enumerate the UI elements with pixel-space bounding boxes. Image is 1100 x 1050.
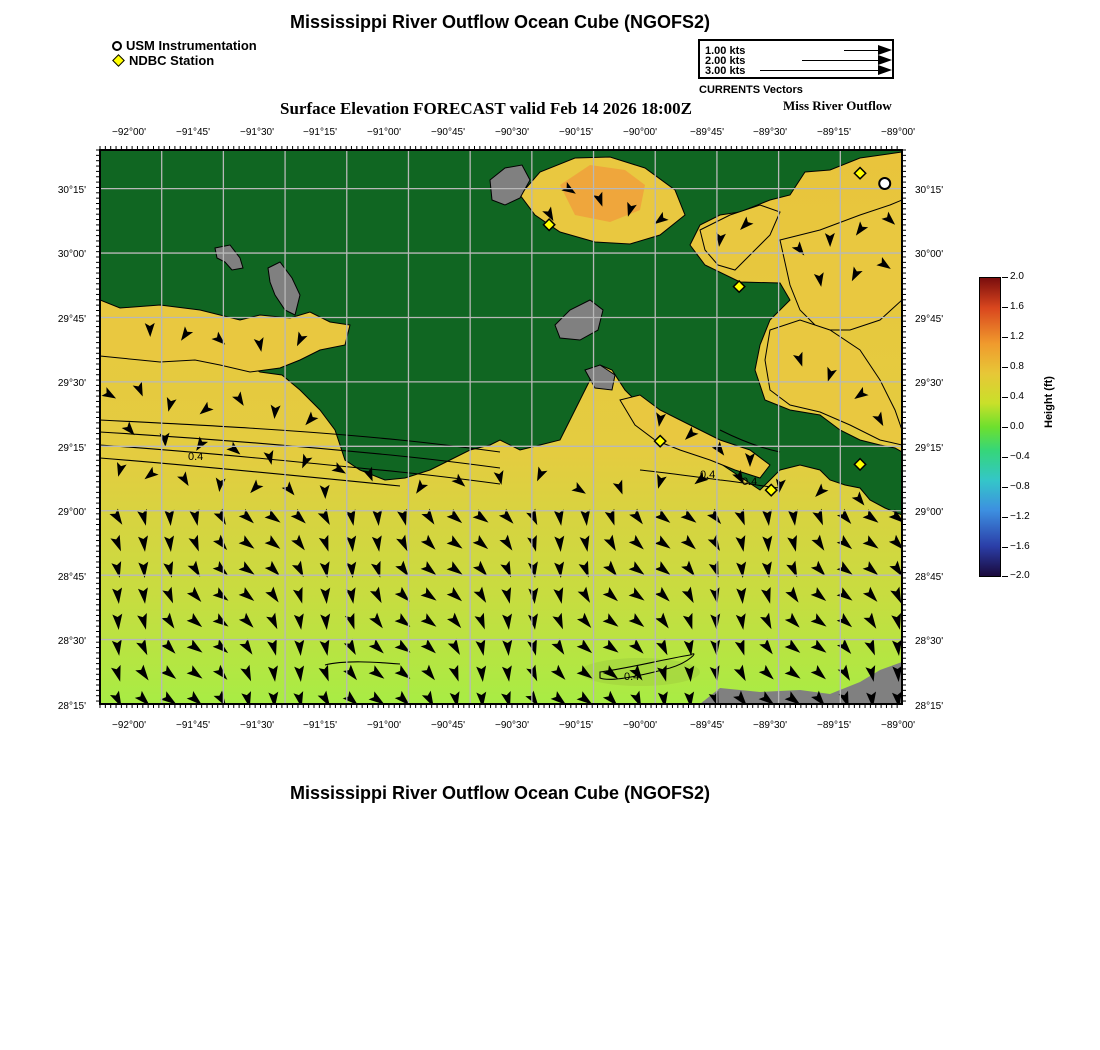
lon-label-bottom-1: −91°45' xyxy=(176,720,210,731)
lon-label-top-3: −91°15' xyxy=(303,127,337,138)
lon-label-bottom-0: −92°00' xyxy=(112,720,146,731)
lat-label-right-8: 28°15' xyxy=(915,701,944,712)
cbar-tick-1 xyxy=(1002,307,1008,308)
cbar-label-10: −2.0 xyxy=(1010,570,1030,581)
lon-label-top-10: −89°30' xyxy=(753,127,787,138)
lon-label-bottom-2: −91°30' xyxy=(240,720,274,731)
lat-label-left-4: 29°15' xyxy=(57,443,86,454)
legend-ndbc-label: NDBC Station xyxy=(129,53,215,68)
lon-label-top-5: −90°45' xyxy=(431,127,465,138)
contour-label-4: 0.4 xyxy=(624,671,640,683)
cbar-label-1: 1.6 xyxy=(1010,301,1024,312)
lon-label-top-7: −90°15' xyxy=(559,127,593,138)
region-label: Miss River Outflow xyxy=(783,98,892,113)
cbar-tick-0 xyxy=(1002,277,1008,278)
contour-label-2: 0.4 xyxy=(700,469,716,481)
map-title-repeat: Mississippi River Outflow Ocean Cube (NGOFS2) xyxy=(289,783,711,803)
lon-label-top-6: −90°30' xyxy=(495,127,529,138)
cbar-tick-6 xyxy=(1002,457,1008,458)
vector-key-caption: CURRENTS Vectors xyxy=(699,84,803,96)
lat-label-right-0: 30°15' xyxy=(915,185,944,196)
lon-label-bottom-10: −89°30' xyxy=(753,720,787,731)
cbar-label-9: −1.6 xyxy=(1010,541,1030,552)
legend-usm-label: USM Instrumentation xyxy=(126,38,257,53)
cbar-label-5: 0.0 xyxy=(1010,421,1024,432)
lat-label-left-7: 28°30' xyxy=(57,636,86,647)
cbar-tick-3 xyxy=(1002,367,1008,368)
lat-label-left-5: 29°00' xyxy=(57,507,86,518)
lat-label-right-1: 30°00' xyxy=(915,249,944,260)
plot-subtitle: Surface Elevation FORECAST valid Feb 14 2026 18:00Z xyxy=(280,99,692,118)
cbar-label-8: −1.2 xyxy=(1010,511,1030,522)
cbar-tick-10 xyxy=(1002,576,1008,577)
lat-labels-right xyxy=(915,185,943,712)
vector-key-row-1: 1.00 kts xyxy=(705,45,746,57)
cbar-tick-8 xyxy=(1002,517,1008,518)
colorbar-title: Height (ft) xyxy=(1043,376,1055,428)
lon-label-bottom-8: −90°00' xyxy=(623,720,657,731)
cbar-tick-9 xyxy=(1002,547,1008,548)
lon-label-top-11: −89°15' xyxy=(817,127,851,138)
lon-label-bottom-4: −91°00' xyxy=(367,720,401,731)
lat-label-right-2: 29°45' xyxy=(915,314,944,325)
cbar-label-3: 0.8 xyxy=(1010,361,1024,372)
lon-labels-top xyxy=(112,127,915,138)
lat-labels-left xyxy=(58,185,86,712)
lat-label-left-3: 29°30' xyxy=(57,378,86,389)
vector-key-row-2: 2.00 kts xyxy=(705,55,746,67)
contour-label-1: 0.4 xyxy=(188,451,204,463)
lon-label-top-2: −91°30' xyxy=(240,127,274,138)
lon-label-top-4: −91°00' xyxy=(367,127,401,138)
lon-label-top-0: −92°00' xyxy=(112,127,146,138)
usm-station-marker[interactable] xyxy=(879,178,890,189)
elevation-lowzone xyxy=(580,658,700,686)
lon-label-bottom-5: −90°45' xyxy=(431,720,465,731)
cbar-tick-7 xyxy=(1002,487,1008,488)
cbar-label-6: −0.4 xyxy=(1010,451,1030,462)
lon-label-bottom-3: −91°15' xyxy=(303,720,337,731)
lon-label-bottom-7: −90°15' xyxy=(559,720,593,731)
cbar-label-7: −0.8 xyxy=(1010,481,1030,492)
lon-label-top-12: −89°00' xyxy=(881,127,915,138)
map-body xyxy=(100,150,907,709)
lon-label-bottom-11: −89°15' xyxy=(817,720,851,731)
vector-key-row-3: 3.00 kts xyxy=(705,65,746,77)
cbar-tick-5 xyxy=(1002,427,1008,428)
lat-label-left-2: 29°45' xyxy=(57,314,86,325)
lat-label-left-0: 30°15' xyxy=(57,185,86,196)
lat-label-right-5: 29°00' xyxy=(915,507,944,518)
lat-label-left-6: 28°45' xyxy=(57,572,86,583)
lon-label-top-8: −90°00' xyxy=(623,127,657,138)
cbar-label-2: 1.2 xyxy=(1010,331,1024,342)
cbar-label-4: 0.4 xyxy=(1010,391,1024,402)
lat-label-left-1: 30°00' xyxy=(57,249,86,260)
colorbar xyxy=(979,277,1001,577)
lon-label-bottom-12: −89°00' xyxy=(881,720,915,731)
cbar-tick-4 xyxy=(1002,397,1008,398)
lat-label-right-6: 28°45' xyxy=(915,572,944,583)
contour-label-3: 0.4 xyxy=(742,476,758,488)
cbar-label-0: 2.0 xyxy=(1010,271,1024,282)
lat-label-right-3: 29°30' xyxy=(915,378,944,389)
lon-label-bottom-9: −89°45' xyxy=(690,720,724,731)
lat-label-left-8: 28°15' xyxy=(57,701,86,712)
cbar-tick-2 xyxy=(1002,337,1008,338)
lat-label-right-4: 29°15' xyxy=(915,443,944,454)
lon-label-top-9: −89°45' xyxy=(690,127,724,138)
lon-labels-bottom xyxy=(112,720,915,731)
lon-label-top-1: −91°45' xyxy=(176,127,210,138)
lon-label-bottom-6: −90°30' xyxy=(495,720,529,731)
map-title: Mississippi River Outflow Ocean Cube (NGOFS2) xyxy=(289,12,711,32)
lat-label-right-7: 28°30' xyxy=(915,636,944,647)
